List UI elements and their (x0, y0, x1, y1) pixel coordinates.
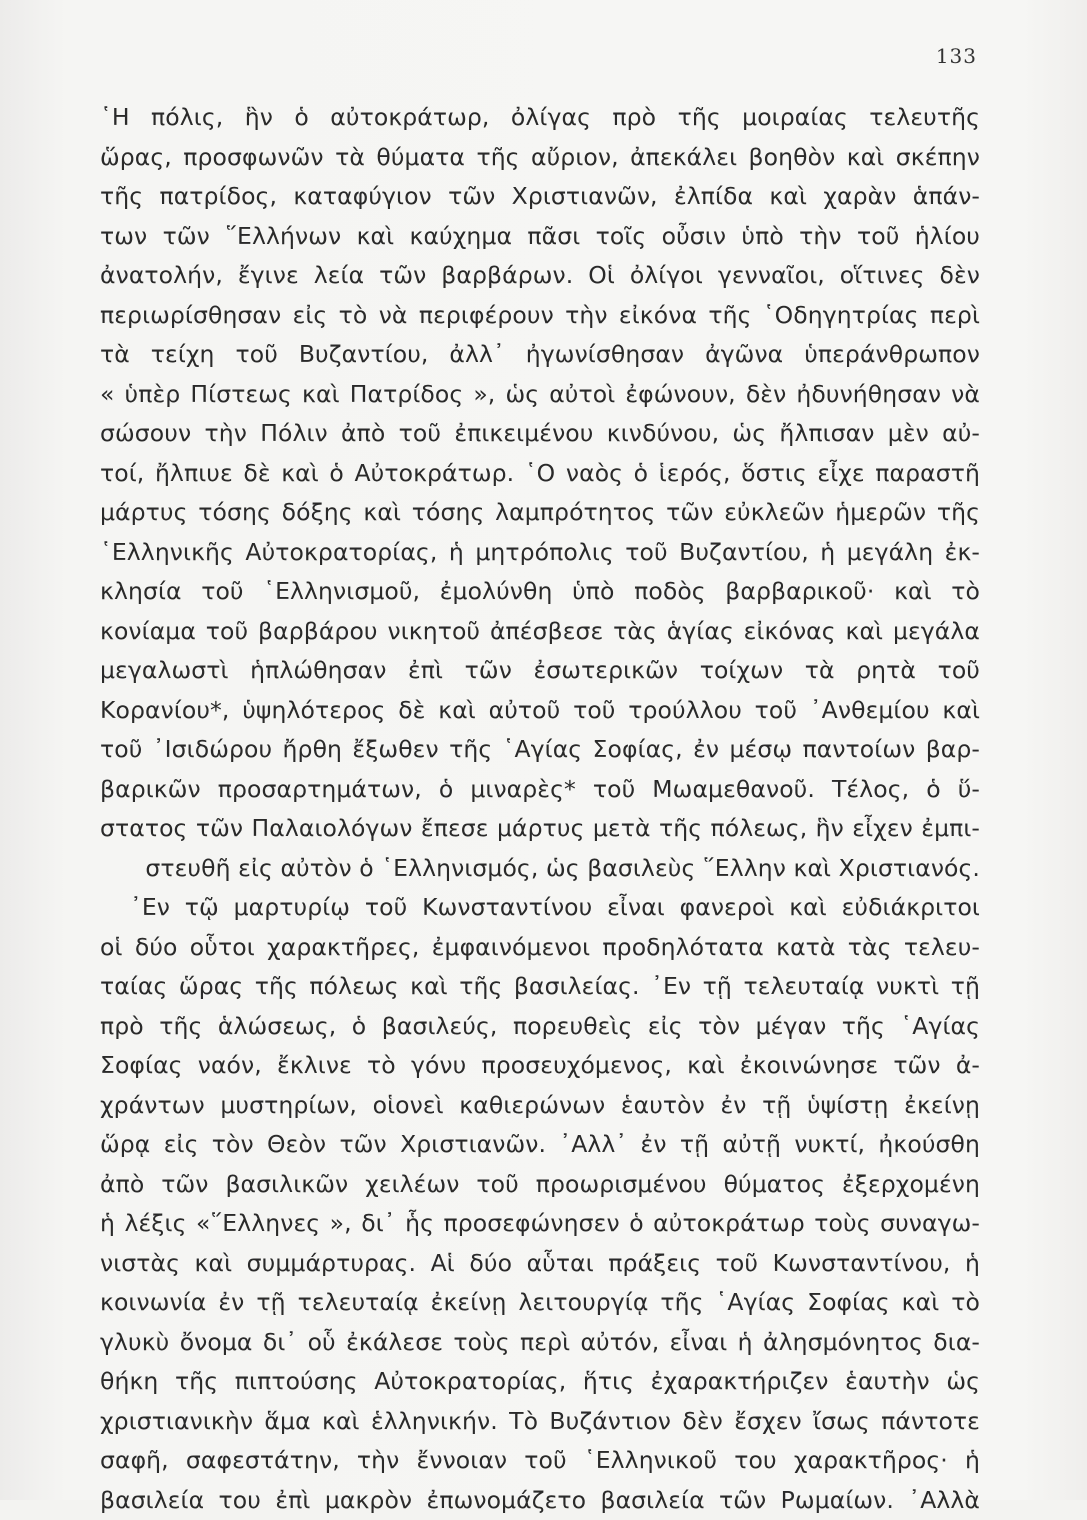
text-line: ᾿Εν τῷ μαρτυρίῳ τοῦ Κωνσταντίνου εἶναι φανεροὶ καὶ εὐδιάκριτοι (100, 888, 980, 928)
text-line: σαφῆ, σαφεστάτην, τὴν ἔννοιαν τοῦ ῾Ελληνικοῦ του χαρακτῆρος· ἡ (100, 1441, 980, 1481)
page-number: 133 (936, 44, 977, 68)
text-line: των τῶν ῞Ελλήνων καὶ καύχημα πᾶσι τοῖς οὖσιν ὑπὸ τὴν τοῦ ἡλίου (100, 217, 980, 257)
text-line: τοί, ἤλπιυε δὲ καὶ ὁ Αὐτοκράτωρ. ῾Ο ναὸς ὁ ἱερός, ὅστις εἶχε παραστῆ (100, 454, 980, 494)
text-line: χράντων μυστηρίων, οἱονεὶ καθιερώνων ἑαυτὸν ἐν τῇ ὑψίστῃ ἐκείνῃ (100, 1086, 980, 1126)
text-line: χριστιανικὴν ἅμα καὶ ἑλληνικήν. Τὸ Βυζάντιον δὲν ἔσχεν ἴσως πάντοτε (100, 1402, 980, 1442)
text-line: ἡ λέξις «῞Ελληνες », δι᾽ ἧς προσεφώνησεν ὁ αὐτοκράτωρ τοὺς συναγω- (100, 1204, 980, 1244)
text-line: βαρικῶν προσαρτημάτων, ὁ μιναρὲς* τοῦ Μωαμεθανοῦ. Τέλος, ὁ ὕ- (100, 770, 980, 810)
text-line: νιστὰς καὶ συμμάρτυρας. Αἱ δύο αὗται πράξεις τοῦ Κωνσταντίνου, ἡ (100, 1244, 980, 1284)
text-line: μεγαλωστὶ ἡπλώθησαν ἐπὶ τῶν ἐσωτερικῶν τοίχων τὰ ρητὰ τοῦ (100, 651, 980, 691)
text-line: σώσουν τὴν Πόλιν ἀπὸ τοῦ ἐπικειμένου κινδύνου, ὡς ἤλπισαν μὲν αὐ- (100, 414, 980, 454)
text-line: τοῦ ᾿Ισιδώρου ἤρθη ἔξωθεν τῆς ῾Αγίας Σοφίας, ἐν μέσῳ παντοίων βαρ- (100, 730, 980, 770)
text-line: στευθῆ εἰς αὐτὸν ὁ ῾Ελληνισμός, ὡς βασιλεὺς ῞Ελλην καὶ Χριστιανός. (100, 849, 980, 889)
text-line: κονίαμα τοῦ βαρβάρου νικητοῦ ἀπέσβεσε τὰς ἁγίας εἰκόνας καὶ μεγάλα (100, 612, 980, 652)
text-line: πρὸ τῆς ἁλώσεως, ὁ βασιλεύς, πορευθεὶς εἰς τὸν μέγαν τῆς ῾Αγίας (100, 1007, 980, 1047)
text-line: μάρτυς τόσης δόξης καὶ τόσης λαμπρότητος τῶν εὐκλεῶν ἡμερῶν τῆς (100, 493, 980, 533)
text-line: κοινωνία ἐν τῇ τελευταίᾳ ἐκείνῃ λειτουργίᾳ τῆς ῾Αγίας Σοφίας καὶ τὸ (100, 1283, 980, 1323)
text-line: τὰ τείχη τοῦ Βυζαντίου, ἀλλ᾽ ἠγωνίσθησαν ἀγῶνα ὑπεράνθρωπον (100, 335, 980, 375)
text-line: ὥρᾳ εἰς τὸν Θεὸν τῶν Χριστιανῶν. ᾿Αλλ᾽ ἐν τῇ αὐτῇ νυκτί, ἠκούσθη (100, 1125, 980, 1165)
text-line: κλησία τοῦ ῾Ελληνισμοῦ, ἐμολύνθη ὑπὸ ποδὸς βαρβαρικοῦ· καὶ τὸ (100, 572, 980, 612)
text-line: « ὑπὲρ Πίστεως καὶ Πατρίδος », ὡς αὐτοὶ ἐφώνουν, δὲν ἠδυνήθησαν νὰ (100, 375, 980, 415)
text-line: τῆς πατρίδος, καταφύγιον τῶν Χριστιανῶν, ἐλπίδα καὶ χαρὰν ἁπάν- (100, 177, 980, 217)
text-line: θήκη τῆς πιπτούσης Αὐτοκρατορίας, ἥτις ἐχαρακτήριζεν ἑαυτὴν ὡς (100, 1362, 980, 1402)
text-line: ῾Η πόλις, ἣν ὁ αὐτοκράτωρ, ὀλίγας πρὸ τῆς μοιραίας τελευτῆς (100, 98, 980, 138)
text-line: γλυκὺ ὄνομα δι᾽ οὗ ἐκάλεσε τοὺς περὶ αὐτόν, εἶναι ἡ ἀλησμόνητος δια- (100, 1323, 980, 1363)
text-line: βασιλεία του ἐπὶ μακρὸν ἐπωνομάζετο βασιλεία τῶν Ρωμαίων. ᾿Αλλὰ (100, 1481, 980, 1520)
text-line: ἀπὸ τῶν βασιλικῶν χειλέων τοῦ προωρισμένου θύματος ἐξερχομένη (100, 1165, 980, 1205)
text-line: ὥρας, προσφωνῶν τὰ θύματα τῆς αὔριον, ἀπεκάλει βοηθὸν καὶ σκέπην (100, 138, 980, 178)
text-line: ἀνατολήν, ἔγινε λεία τῶν βαρβάρων. Οἱ ὀλίγοι γενναῖοι, οἵτινες δὲν (100, 256, 980, 296)
text-line: οἱ δύο οὗτοι χαρακτῆρες, ἐμφαινόμενοι προδηλότατα κατὰ τὰς τελευ- (100, 928, 980, 968)
text-line: στατος τῶν Παλαιολόγων ἔπεσε μάρτυς μετὰ τῆς πόλεως, ἣν εἶχεν ἐμπι- (100, 809, 980, 849)
text-line: ταίας ὥρας τῆς πόλεως καὶ τῆς βασιλείας. ᾿Εν τῇ τελευταίᾳ νυκτὶ τῇ (100, 967, 980, 1007)
text-line: Σοφίας ναόν, ἔκλινε τὸ γόνυ προσευχόμενος, καὶ ἐκοινώνησε τῶν ἀ- (100, 1046, 980, 1086)
text-line: περιωρίσθησαν εἰς τὸ νὰ περιφέρουν τὴν εἰκόνα τῆς ῾Οδηγητρίας περὶ (100, 296, 980, 336)
text-line: Κορανίου*, ὑψηλότερος δὲ καὶ αὐτοῦ τοῦ τρούλλου τοῦ ᾿Ανθεμίου καὶ (100, 691, 980, 731)
body-text (100, 98, 980, 1520)
text-line: ῾Ελληνικῆς Αὐτοκρατορίας, ἡ μητρόπολις τοῦ Βυζαντίου, ἡ μεγάλη ἐκ- (100, 533, 980, 573)
